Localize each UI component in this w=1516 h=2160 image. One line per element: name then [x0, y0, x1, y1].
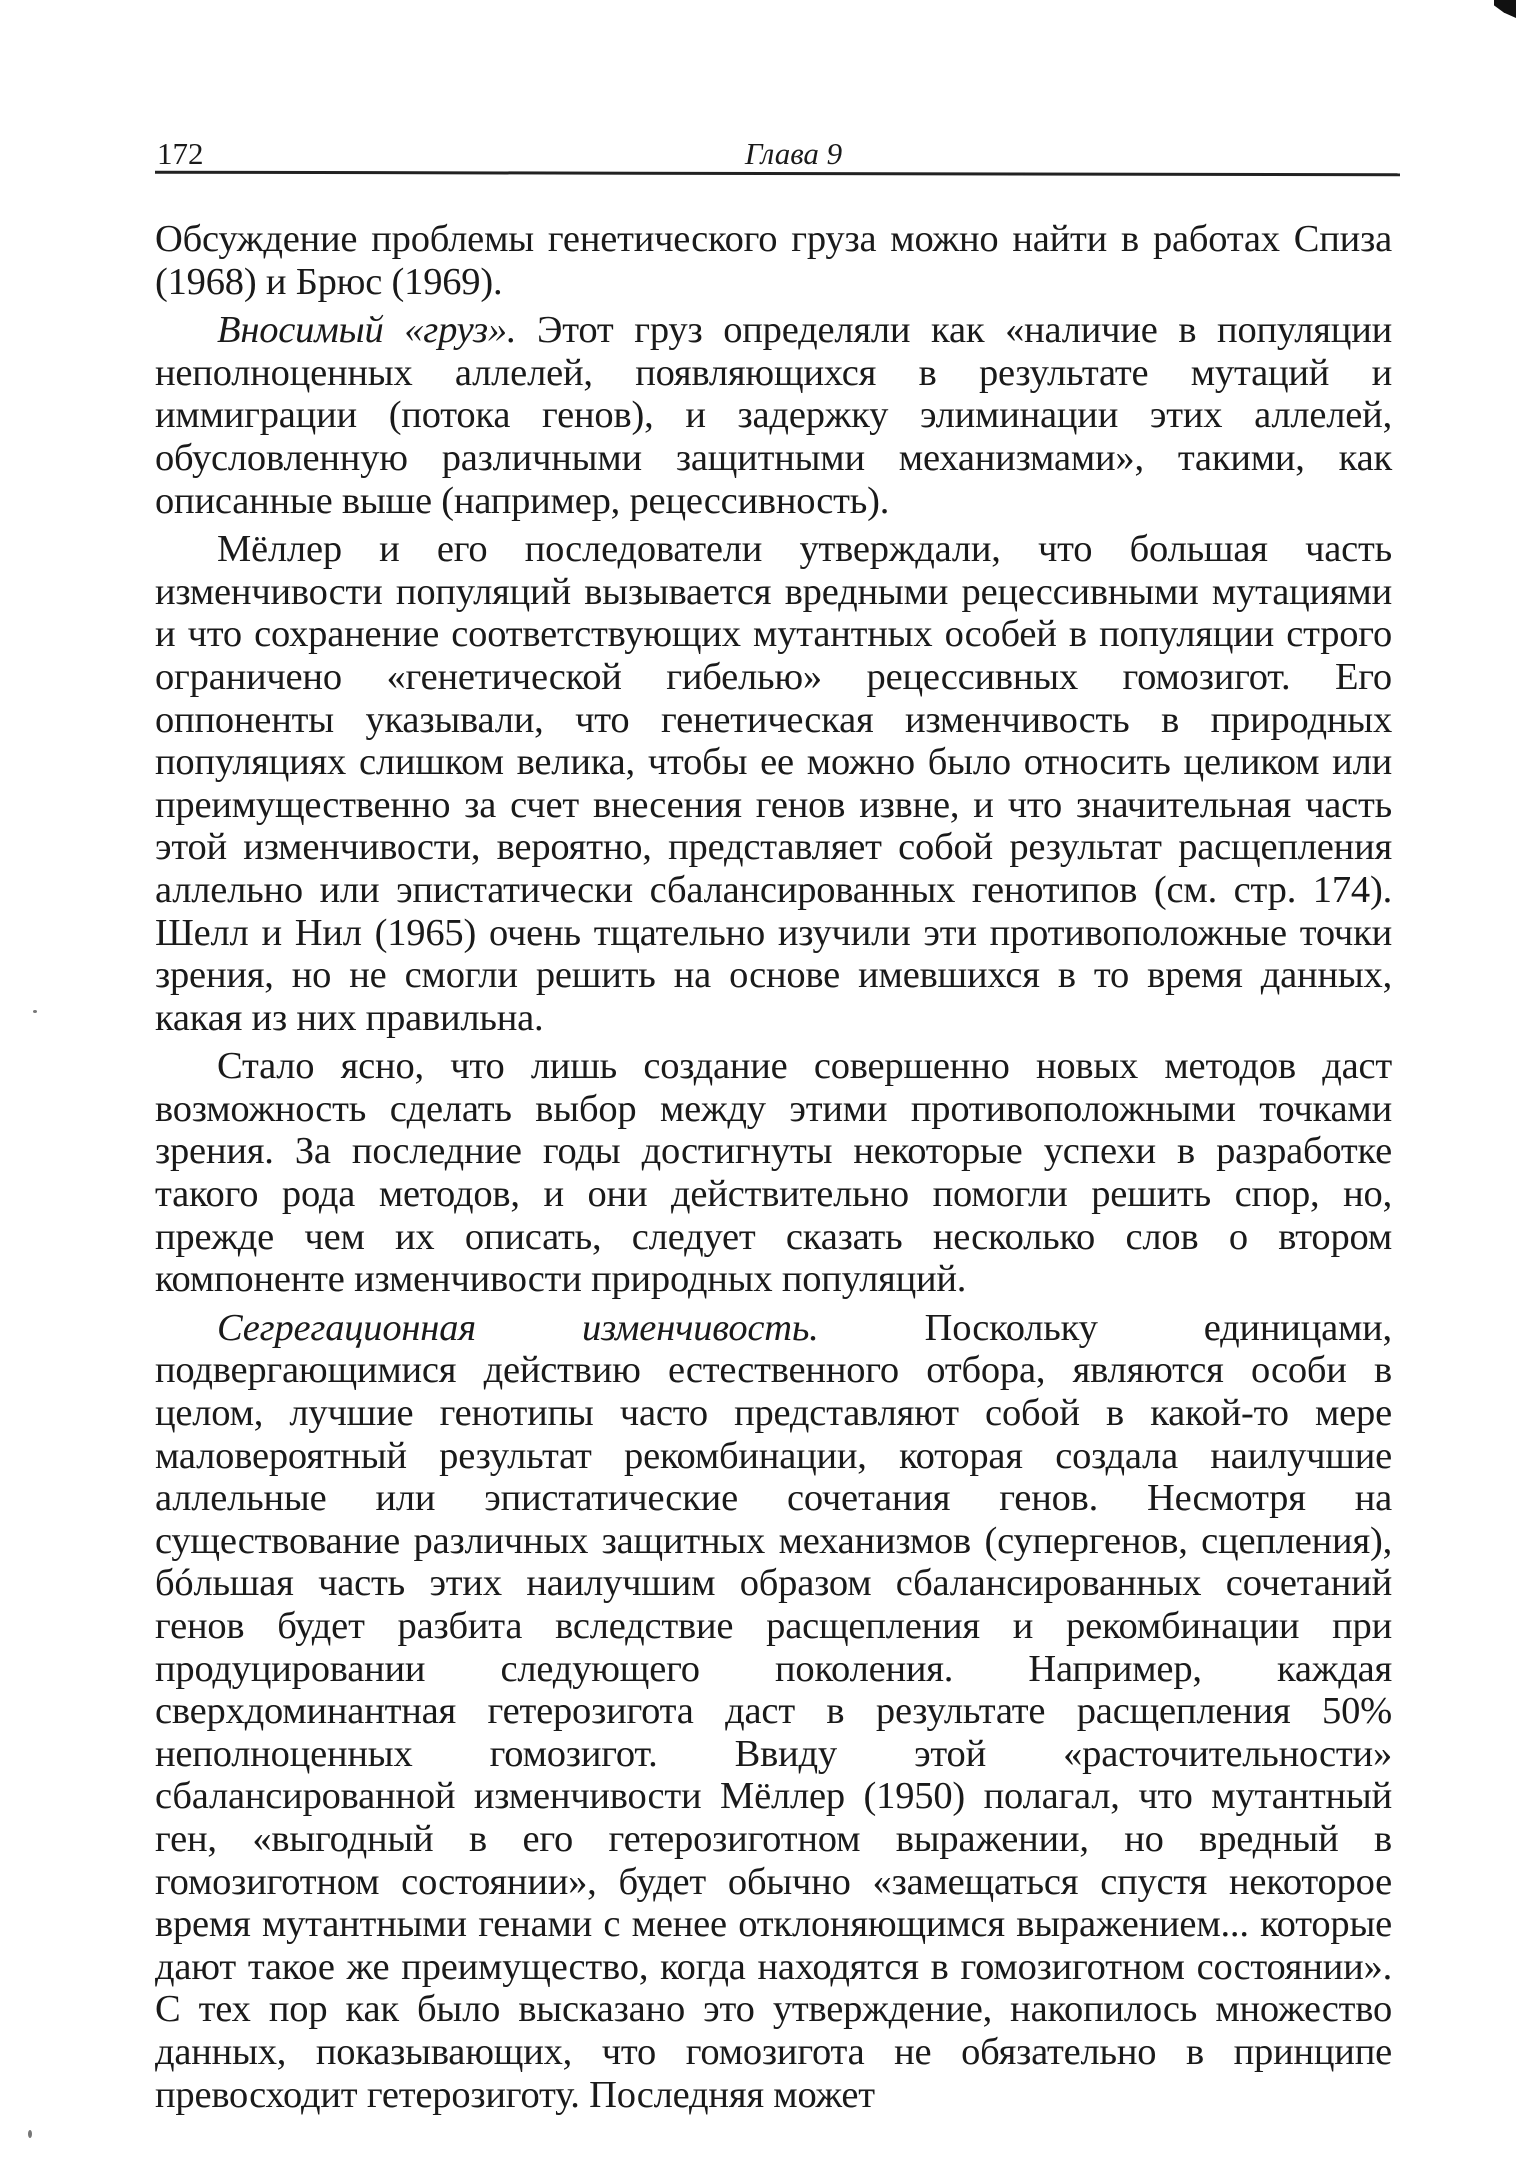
- paragraph: [155, 309, 1392, 522]
- scan-speck: [28, 2130, 32, 2138]
- book-page: [155, 120, 1393, 2116]
- running-head: [155, 120, 1392, 170]
- paragraph: [155, 218, 1392, 303]
- chapter-title: Глава 9: [744, 136, 843, 171]
- page-number: 172: [157, 136, 204, 171]
- paragraph-text: Мёллер и его последователи утверждали, что большая часть изменчивости популяций вызывается вредными рецессивными мутациями и что сохранение соответствующих мутантных особей в популяции строго ограничено «генетической гибелью» рецессивных гомозигот. Его оппоненты указывали, что генетическая изменчивость в природных популяциях слишком велика, чтобы ее можно было относить целиком или преимущественно за счет внесения генов извне, и что значительная часть этой изменчивости, вероятно, представляет собой результат расщепления аллельно или эпистатически сбалансированных генотипов (см. стр. 174). Шелл и Нил (1965) очень тщательно изучили эти противоположные точки зрения, но не смогли решить на основе имевшихся в то время данных, какая из них правильна.: [155, 528, 1392, 1039]
- scan-corner-mark: [1494, 0, 1516, 18]
- paragraph: [155, 528, 1392, 1039]
- paragraph-text: Обсуждение проблемы генетического груза можно найти в работах Спиза (1968) и Брюс (1969).: [155, 218, 1392, 303]
- run-in-heading: Сегрегационная изменчивость.: [217, 1306, 819, 1349]
- paragraph-text: Поскольку единицами, подвергающимися действию естественного отбора, являются особи в целом, лучшие генотипы часто представляют собой в какой-то мере маловероятный результат рекомбинации, которая создала наилучшие аллельные или эпистатические сочетания генов. Несмотря на существование различных защитных механизмов (супергенов, сцепления), бóльшая часть этих наилучшим образом сбалансированных сочетаний генов будет разбита вследствие расщепления и рекомбинации при продуцировании следующего поколения. Например, каждая сверхдоминантная гетерозигота даст в результате расщепления 50% неполноценных гомозигот. Ввиду этой «расточительности» сбалансированной изменчивости Мёллер (1950) полагал, что мутантный ген, «выгодный в его гетерозиготном выражении, но вредный в гомозиготном состоянии», будет обычно «замещаться спустя некоторое время мутантными генами с менее отклоняющимся выражением... которые дают такое же преимущество, когда находятся в гомозиготном состоянии». С тех пор как было высказано это утверждение, накопилось множество данных, показывающих, что гомозигота не обязательно в принципе превосходит гетерозиготу. Последняя может: [155, 1306, 1392, 2116]
- body-text: [155, 218, 1392, 2116]
- paragraph: [155, 1045, 1392, 1301]
- scan-speck: [33, 1010, 37, 1013]
- run-in-heading: Вносимый «груз».: [217, 309, 517, 352]
- paragraph: [155, 1307, 1392, 2116]
- paragraph-text: Стало ясно, что лишь создание совершенно новых методов даст возможность сделать выбор между этими противоположными точками зрения. За последние годы достигнуты некоторые успехи в разработке такого рода методов, и они действительно помогли решить спор, но, прежде чем их описать, следует сказать несколько слов о втором компоненте изменчивости природных популяций.: [155, 1045, 1392, 1301]
- paragraph-text: Этот груз определяли как «наличие в популяции неполноценных аллелей, появляющихся в результате мутаций и иммиграции (потока генов), и задержку элиминации этих аллелей, обусловленную различными защитными механизмами», такими, как описанные выше (например, рецессивность).: [155, 309, 1393, 522]
